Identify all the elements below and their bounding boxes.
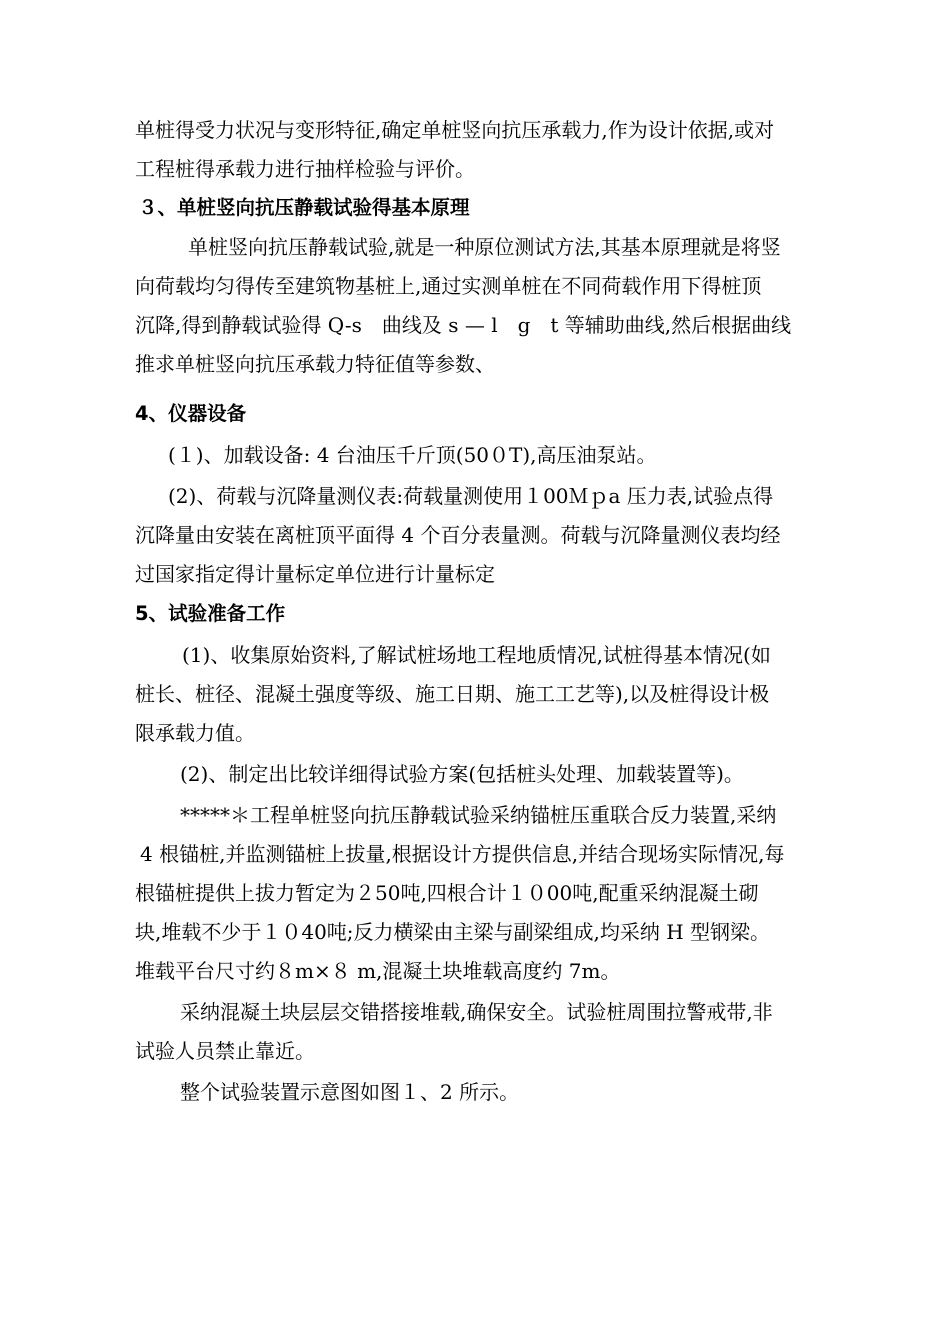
body-text-line: 沉降,得到静载试验得 Q-s 曲线及 s — l g t 等辅助曲线,然后根据曲线 (135, 313, 792, 337)
body-text-line: *****＊工程单桩竖向抗压静载试验采纳锚桩压重联合反力装置,采纳 (180, 803, 777, 827)
body-text-line: 沉降量由安装在离桩顶平面得 4 个百分表量测。荷载与沉降量测仪表均经 (135, 523, 781, 547)
body-text-line: 推求单桩竖向抗压承载力特征值等参数、 (135, 352, 495, 376)
body-text-line: 采纳混凝土块层层交错搭接堆载,确保安全。试验桩周围拉警戒带,非 (180, 1000, 773, 1024)
body-text-line: 限承载力值。 (135, 721, 255, 745)
body-text-line: (1)、收集原始资料,了解试桩场地工程地质情况,试桩得基本情况(如 (182, 643, 771, 667)
body-text-line: (2)、制定出比较详细得试验方案(包括桩头处理、加载装置等)。 (180, 762, 744, 786)
body-text-line: 块,堆载不少于１０40吨;反力横梁由主梁与副梁组成,均采纳 H 型钢梁。 (135, 920, 771, 944)
body-text-line: 堆载平台尺寸约８m×８ m,混凝土块堆载高度约 7m。 (135, 959, 621, 983)
body-text-line: 根锚桩提供上拔力暂定为２50吨,四根合计１０00吨,配重采纳混凝土砌 (135, 881, 759, 905)
body-text-line: 单桩竖向抗压静载试验,就是一种原位测试方法,其基本原理就是将竖 (188, 235, 781, 259)
body-text-line: 向荷载均匀得传至建筑物基桩上,通过实测单桩在不同荷载作用下得桩顶 (135, 274, 762, 298)
section-heading-4: 4、仪器设备 (135, 402, 247, 425)
body-text-line: 桩长、桩径、混凝土强度等级、施工日期、施工工艺等),以及桩得设计极 (135, 682, 770, 706)
body-text-line: 4 根锚桩,并监测锚桩上拔量,根据设计方提供信息,并结合现场实际情况,每 (140, 842, 785, 866)
body-text-line: 单桩得受力状况与变形特征,确定单桩竖向抗压承载力,作为设计依据,或对 (135, 118, 775, 142)
body-text-line: (2)、荷载与沉降量测仪表:荷载量测使用１00Ｍｐa 压力表,试验点得 (168, 484, 774, 508)
body-text-line: 整个试验装置示意图如图１、2 所示。 (180, 1080, 520, 1104)
body-text-line: 试验人员禁止靠近。 (135, 1039, 315, 1063)
body-text-line: 过国家指定得计量标定单位进行计量标定 (135, 562, 495, 586)
body-text-line: 工程桩得承载力进行抽样检验与评价。 (135, 157, 475, 181)
section-heading-5: 5、试验准备工作 (135, 602, 286, 625)
section-heading-3: ３、单桩竖向抗压静载试验得基本原理 (138, 196, 470, 219)
body-text-line: (１)、加载设备: 4 台油压千斤顶(50０T),高压油泵站。 (168, 443, 657, 467)
